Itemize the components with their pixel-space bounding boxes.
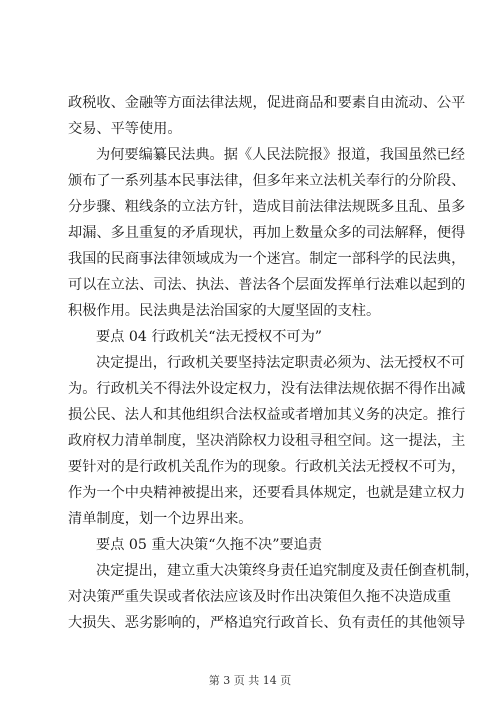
body-line: 决定提出，行政机关要坚持法定职责必须为、法无授权不可: [96, 355, 465, 371]
body-line: 损公民、法人和其他组织合法权益或者增加其义务的决定。推行: [68, 407, 466, 423]
section-heading: 要点 05 重大决策“久拖不决”要追责: [96, 537, 323, 553]
body-line: 却漏、多且重复的矛盾现状，再加上数量众多的司法解释，便得: [68, 225, 466, 241]
document-body: [68, 90, 480, 636]
body-line: 决定提出，建立重大决策终身责任追究制度及责任倒查机制，: [96, 563, 480, 579]
section-heading: 要点 04 行政机关“法无授权不可为”: [96, 329, 323, 345]
page-footer: 第 3 页 共 14 页: [208, 674, 292, 687]
body-line: 清单制度，划一个边界出来。: [68, 511, 253, 527]
body-line: 作为一个中央精神被提出来，还要看具体规定，也就是建立权力: [68, 485, 466, 501]
body-line: 为。行政机关不得法外设定权力，没有法律法规依据不得作出减: [68, 381, 466, 397]
body-line: 大损失、恶劣影响的，严格追究行政首长、负有责任的其他领导: [68, 615, 466, 631]
body-line: 可以在立法、司法、执法、普法各个层面发挥单行法难以起到的: [68, 277, 466, 293]
body-line: 我国的民商事法律领域成为一个迷宫。制定一部科学的民法典，: [68, 251, 466, 267]
body-line: 颁布了一系列基本民事法律，但多年来立法机关奉行的分阶段、: [68, 173, 466, 189]
body-line: 政府权力清单制度，坚决消除权力设租寻租空间。这一提法，主: [68, 433, 466, 449]
body-line: 分步骤、粗线条的立法方针，造成目前法律法规既多且乱、虽多: [68, 199, 466, 215]
body-line: 对决策严重失误或者依法应该及时作出决策但久拖不决造成重: [68, 589, 452, 605]
body-line: 为何要编纂民法典。据《人民法院报》报道，我国虽然已经: [96, 147, 465, 163]
body-line: 积极作用。民法典是法治国家的大厦坚固的支柱。: [68, 303, 381, 319]
body-line: 要针对的是行政机关乱作为的现象。行政机关法无授权不可为，: [68, 459, 466, 475]
body-line: 交易、平等使用。: [68, 121, 182, 137]
body-line: 政税收、金融等方面法律法规，促进商品和要素自由流动、公平: [68, 95, 466, 111]
